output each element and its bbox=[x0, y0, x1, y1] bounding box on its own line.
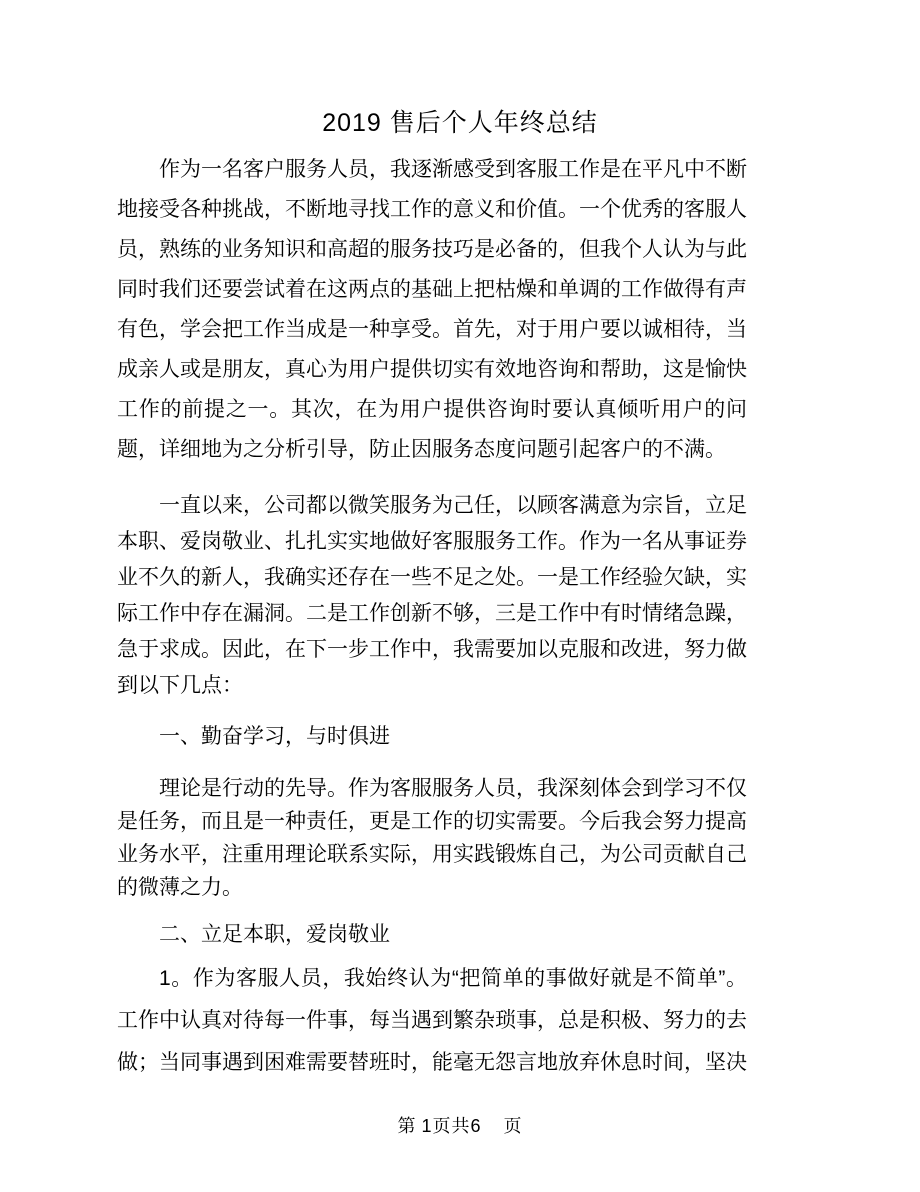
page-number-total: 6 bbox=[470, 1116, 482, 1136]
paragraph-study: 理论是行动的先导。作为客服服务人员，我深刻体会到学习不仅是任务，而且是一种责任，更是工作的切实需要。今后我会努力提高业务水平，注重用理论联系实际，用实践锻炼自己，为公司贡献自己的微薄之力。 bbox=[117, 777, 747, 899]
footer-suffix: 页 bbox=[503, 1116, 523, 1136]
paragraph-intro: 作为一名客户服务人员，我逐渐感受到客服工作是在平凡中不断地接受各种挑战，不断地寻找工作的意义和价值。一个优秀的客服人员，熟练的业务知识和高超的服务技巧是必备的，但我个人认为与此同时我们还要尝试着在这两点的基础上把枯燥和单调的工作做得有声有色，学会把工作当成是一种享受。首先，对于用户要以诚相待，当成亲人或是朋友，真心为用户提供切实有效地咨询和帮助，这是愉快工作的前提之一。其次，在为用户提供咨询时要认真倾听用户的问题，详细地为之分析引导，防止因服务态度问题引起客户的不满。 bbox=[117, 158, 747, 461]
document-body bbox=[117, 150, 747, 1084]
page-number-current: 1 bbox=[421, 1116, 433, 1136]
paragraph-company-service: 一直以来，公司都以微笑服务为己任，以顾客满意为宗旨，立足本职、爱岗敬业、扎扎实实地做好客服服务工作。作为一名从事证券业不久的新人，我确实还存在一些不足之处。一是工作经验欠缺，实际工作中存在漏洞。二是工作创新不够，三是工作中有时情绪急躁，急于求成。因此，在下一步工作中，我需要加以克服和改进，努力做到以下几点： bbox=[117, 494, 747, 697]
section-heading-2: 二、立足本职，爱岗敬业 bbox=[159, 923, 390, 946]
section-heading-1: 一、勤奋学习，与时俱进 bbox=[159, 725, 390, 748]
page-footer bbox=[0, 1114, 920, 1138]
document-title: 2019 售后个人年终总结 bbox=[322, 109, 598, 137]
footer-middle: 页共 bbox=[432, 1116, 471, 1136]
footer-prefix: 第 bbox=[397, 1116, 417, 1136]
paragraph-dedication: 1。作为客服人员，我始终认为“把简单的事做好就是不简单”。工作中认真对待每一件事，每当遇到繁杂琐事，总是积极、努力的去做；当同事遇到困难需要替班时，能毫无怨言地放弃休息时间，坚决 bbox=[117, 967, 747, 1074]
